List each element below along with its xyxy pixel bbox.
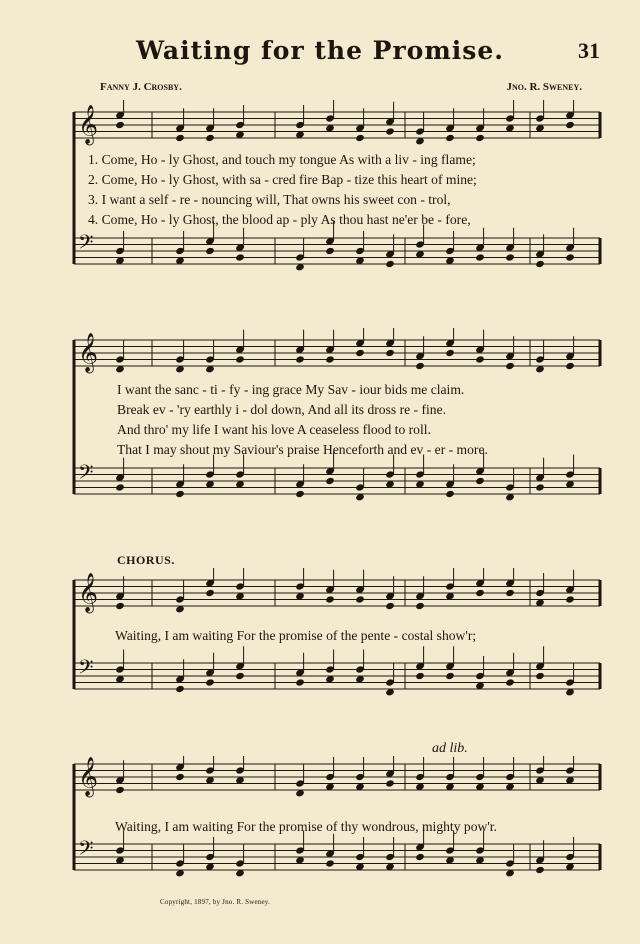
note-head <box>535 483 545 491</box>
note-head <box>355 134 365 142</box>
note-head <box>355 595 365 603</box>
verse-4-line-2: That I may shout my Saviour's praise Henceforth and ev - er - more. <box>117 442 488 457</box>
note-head <box>445 134 455 142</box>
chorus-line-2: Waiting, I am waiting For the promise of thy wondrous, mighty pow'r. <box>115 819 497 834</box>
composer-credit: Jno. R. Sweney. <box>506 81 582 93</box>
note-head <box>505 362 515 370</box>
note-head <box>385 602 395 610</box>
note-head <box>175 134 185 142</box>
music-system-3 <box>60 568 620 728</box>
note-head <box>205 678 215 686</box>
bass-clef-icon: 𝄢 <box>78 836 94 865</box>
verse-block-2 <box>117 380 640 460</box>
verse-3-line-2: And thro' my life I want his love A ceaseless flood to roll. <box>117 422 431 437</box>
note-head <box>445 490 455 498</box>
note-head <box>475 355 485 363</box>
note-head <box>295 355 305 363</box>
copyright-notice: Copyright, 1897, by Jno. R. Sweney. <box>160 898 270 906</box>
note-head <box>505 678 515 686</box>
verse-block-1 <box>88 150 618 230</box>
note-head <box>415 672 425 680</box>
treble-clef-icon: 𝄞 <box>78 572 99 613</box>
note-head <box>235 355 245 363</box>
note-head <box>205 134 215 142</box>
note-head <box>325 477 335 485</box>
note-head <box>565 595 575 603</box>
note-head <box>415 362 425 370</box>
verse-1-line-1: 1. Come, Ho - ly Ghost, and touch my tongue As with a liv - ing flame; <box>88 152 476 167</box>
verse-2-line-1: 2. Come, Ho - ly Ghost, with sa - cred fire Bap - tize this heart of mine; <box>88 172 477 187</box>
note-head <box>295 678 305 686</box>
note-head <box>505 589 515 597</box>
verse-3-line-1: 3. I want a self - re - nouncing will, That owns his sweet con - trol, <box>88 192 451 207</box>
note-head <box>235 672 245 680</box>
note-head <box>175 490 185 498</box>
note-head <box>115 483 125 491</box>
bass-clef-icon: 𝄢 <box>78 655 94 684</box>
treble-staff <box>74 100 600 145</box>
verse-2-line-2: Break ev - 'ry earthly i - dol down, And all its dross re - fine. <box>117 402 446 417</box>
verse-4-line-1: 4. Come, Ho - ly Ghost, the blood ap - ply As thou hast ne'er be - fore, <box>88 212 471 227</box>
bass-staff <box>74 646 600 696</box>
ad-lib-marking: ad lib. <box>432 741 468 756</box>
note-head <box>385 779 395 787</box>
lyricist-credit: Fanny J. Crosby. <box>100 81 182 93</box>
treble-clef-icon: 𝄞 <box>78 756 99 797</box>
note-head <box>475 253 485 261</box>
note-head <box>565 362 575 370</box>
note-head <box>175 685 185 693</box>
note-head <box>385 260 395 268</box>
note-head <box>565 253 575 261</box>
note-head <box>445 672 455 680</box>
page-number: 31 <box>578 38 600 63</box>
note-head <box>355 349 365 357</box>
chorus-label: CHORUS. <box>117 553 175 567</box>
bass-clef-icon: 𝄢 <box>78 230 94 259</box>
verse-1-line-2: I want the sanc - ti - fy - ing grace My Sav - iour bids me claim. <box>117 382 465 397</box>
note-head <box>565 121 575 129</box>
note-head <box>535 672 545 680</box>
note-head <box>205 589 215 597</box>
note-head <box>475 477 485 485</box>
note-head <box>175 773 185 781</box>
note-head <box>445 349 455 357</box>
note-head <box>475 589 485 597</box>
treble-clef-icon: 𝄞 <box>78 104 99 145</box>
treble-clef-icon: 𝄞 <box>78 332 99 373</box>
note-head <box>115 602 125 610</box>
note-head <box>325 595 335 603</box>
note-head <box>475 134 485 142</box>
note-head <box>325 859 335 867</box>
note-head <box>325 247 335 255</box>
note-head <box>205 247 215 255</box>
note-head <box>385 349 395 357</box>
chorus-line-1: Waiting, I am waiting For the promise of the pente - costal show'r; <box>115 628 477 643</box>
treble-staff <box>74 328 600 373</box>
note-head <box>115 121 125 129</box>
note-head <box>505 253 515 261</box>
note-head <box>535 260 545 268</box>
note-head <box>115 786 125 794</box>
note-head <box>535 866 545 874</box>
bass-clef-icon: 𝄢 <box>78 460 94 489</box>
treble-staff <box>74 756 600 797</box>
note-head <box>385 127 395 135</box>
note-head <box>415 853 425 861</box>
note-head <box>325 355 335 363</box>
hymn-title: Waiting for the Promise. <box>136 36 504 65</box>
note-head <box>295 490 305 498</box>
note-head <box>235 253 245 261</box>
note-head <box>415 602 425 610</box>
treble-staff <box>74 568 600 613</box>
